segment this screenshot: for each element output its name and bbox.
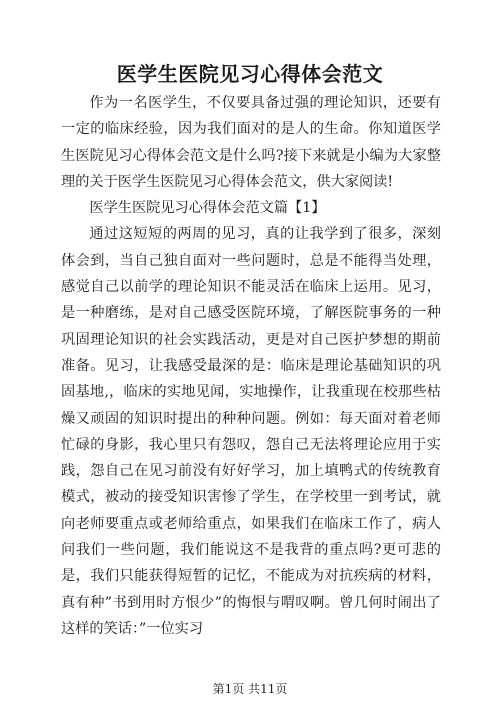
body-paragraph: 通过这短短的两周的见习，真的让我学到了很多，深刻体会到，当自己独自面对一些问题时，总是不能得当处理，感觉自己以前学的理论知识不能灵活在临床上运用。见习，是一种磨练，是对自己感受医院环境，了解医院事务的一种巩固理论知识的社会实践活动，更是对自己医护梦想的期前准备。见习，让我感受最深的是：临床是理论基础知识的巩固基地,，临床的实地见闻，实地操作，让我重现在校那些枯燥又顽固的知识时提出的种种问题。例如：每天面对着老师忙碌的身影，我心里只有怨叹，怨自己无法将理论应用于实践，怨自己在见习前没有好好学习，加上填鸭式的传统教育模式，被动的接受知识害惨了学生，在学校里一到考试，就向老师要重点或老师给重点，如果我们在临床工作了，病人问我们一些问题，我们能说这不是我背的重点吗?更可悲的是，我们只能获得短暂的记忆，不能成为对抗疾病的材料，真有种”书到用时方恨少”的悔恨与喟叹啊。曾几何时闹出了这样的笑话：”一位实习 bbox=[61, 226, 441, 637]
document-body bbox=[61, 90, 441, 642]
intro-paragraph: 作为一名医学生，不仅要具备过强的理论知识，还要有一定的临床经验，因为我们面对的是人的生命。你知道医学生医院见习心得体会范文是什么吗?接下来就是小编为大家整理的关于医学生医院见习心得体会范文，供大家阅读! bbox=[61, 95, 441, 190]
section-heading: 医学生医院见习心得体会范文篇【1】 bbox=[89, 200, 326, 217]
page-footer: 第1页 共11页 bbox=[212, 682, 288, 696]
document-title: 医学生医院见习心得体会范文 bbox=[116, 62, 384, 86]
